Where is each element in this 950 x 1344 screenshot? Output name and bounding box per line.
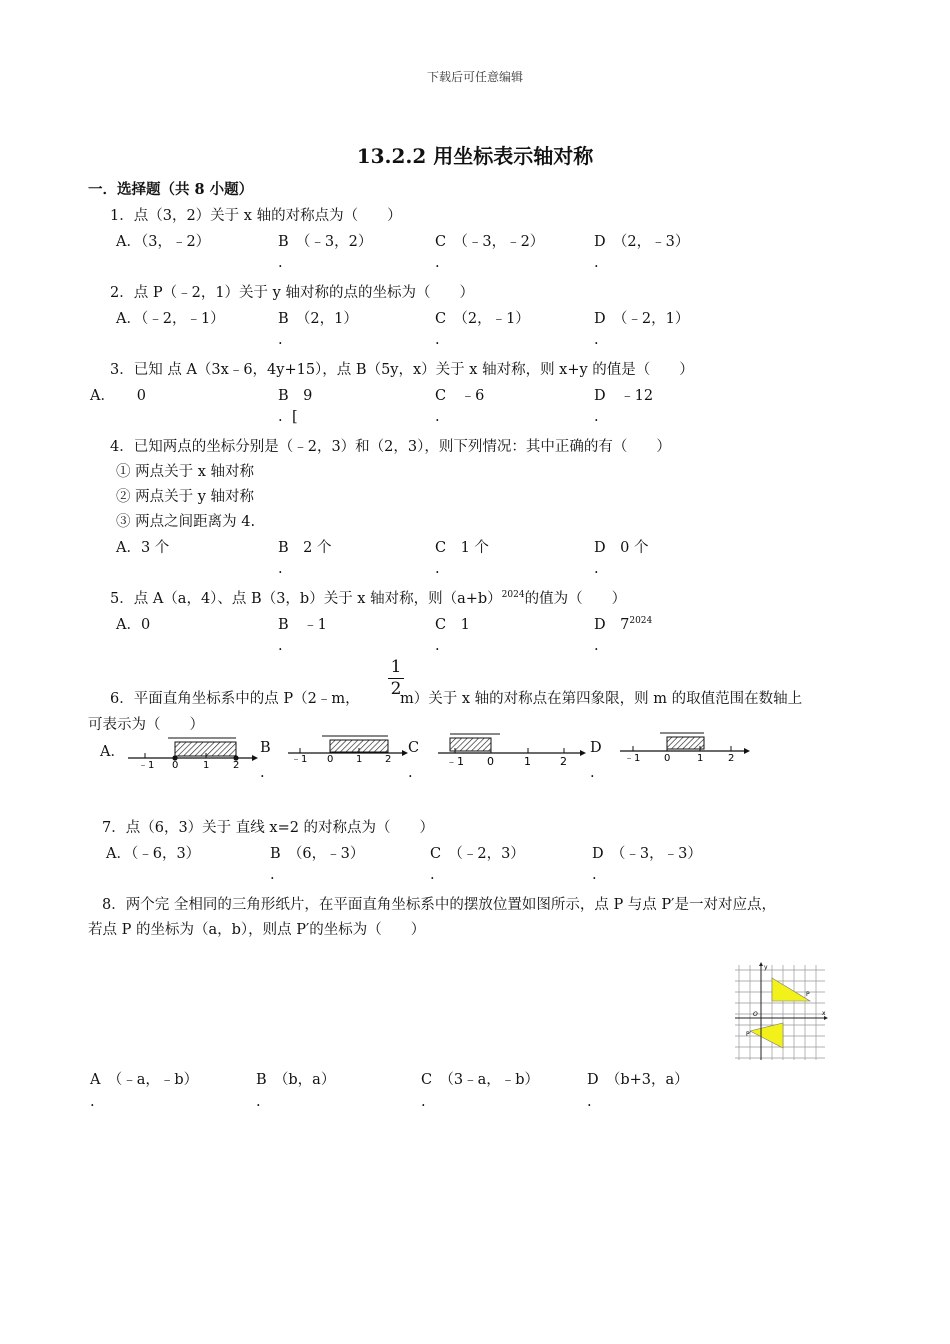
q4-item-3: ③ 两点之间距离为 4. — [116, 514, 256, 530]
q6-dot-c: . — [408, 765, 413, 781]
q1-dot-c: . — [435, 255, 440, 271]
line-c-tick-2: 2 — [560, 755, 567, 768]
number-line-b — [288, 736, 408, 765]
line-a-tick-neg1: ﹣1 — [138, 760, 155, 771]
q1-dot-d: . — [594, 255, 599, 271]
section-heading: 一．选择题（共 8 小题） — [88, 181, 254, 198]
q3-dot-b: . — [278, 409, 283, 425]
q5-option-b: B ﹣1 — [278, 617, 327, 633]
q8-stem-line1: 8．两个完 全相同的三角形纸片，在平面直角坐标系中的摆放位置如图所示，点 P 与点 P′是一对对应点， — [102, 897, 776, 913]
q7-dot-b: . — [270, 867, 275, 883]
q6-stem-line1-post: m）关于 x 轴的对称点在第四象限，则 m 的取值范围在数轴上 — [400, 691, 803, 707]
line-a-tick-0: 0 — [172, 760, 179, 771]
q5-option-d-base: D 7 — [594, 617, 630, 633]
q5-stem-exponent: 2024 — [501, 590, 525, 601]
q6-option-label-d: D — [590, 740, 602, 756]
q8-option-c: C （3﹣a，﹣b） — [421, 1072, 539, 1088]
q8-dot-c: . — [421, 1094, 426, 1110]
q2-option-a: A．（﹣2，﹣1） — [116, 311, 225, 327]
q8-dot-b: . — [256, 1094, 261, 1110]
q3-dot-d: . — [594, 409, 599, 425]
question-7-stem: 7．点（6，3）关于 直线 x=2 的对称点为（ ） — [102, 820, 435, 836]
q4-dot-d: . — [594, 561, 599, 577]
q8-dot-d: . — [587, 1094, 592, 1110]
q3-option-b: B 9 — [278, 388, 313, 404]
q4-option-a: A．3 个 — [116, 540, 170, 556]
q6-option-label-b: B — [260, 740, 271, 756]
q2-option-c: C （2，﹣1） — [435, 311, 530, 327]
q7-dot-c: . — [430, 867, 435, 883]
line-c-tick-1: 1 — [524, 755, 531, 768]
q5-dot-b: . — [278, 638, 283, 654]
q8-option-a: A （﹣a，﹣b） — [90, 1072, 199, 1088]
line-d-tick-1: 1 — [697, 753, 704, 764]
figure-p-label: P — [806, 991, 810, 998]
q6-option-label-c: C — [408, 740, 420, 756]
question-3-stem: 3．已知 点 A（3x﹣6，4y+15），点 B（5y，x）关于 x 轴对称，则 x+y 的值是（ ） — [110, 362, 694, 378]
figure-x-label: x — [822, 1010, 826, 1017]
q6-stem-line2: 可表示为（ ） — [88, 717, 204, 733]
line-b-tick-1: 1 — [356, 754, 363, 765]
q7-option-b: B （6，﹣3） — [270, 846, 365, 862]
q2-dot-c: . — [435, 332, 440, 348]
q4-option-b: B 2 个 — [278, 540, 332, 556]
lower-triangle — [750, 1023, 783, 1048]
question-2-stem: 2．点 P（﹣2，1）关于 y 轴对称的点的坐标为（ ） — [110, 285, 474, 301]
q2-dot-d: . — [594, 332, 599, 348]
q2-option-b: B （2，1） — [278, 311, 358, 327]
q6-fraction-denominator: 2 — [390, 679, 402, 699]
question-1-stem: 1．点（3，2）关于 x 轴的对称点为（ ） — [110, 208, 402, 224]
q3-option-d: D ﹣12 — [594, 388, 654, 404]
q4-dot-c: . — [435, 561, 440, 577]
q5-stem-pre: 5．点 A（a，4）、点 B（3，b）关于 x 轴对称，则（a+b） — [110, 591, 502, 607]
q8-option-d: D （b+3，a） — [587, 1072, 689, 1088]
figure-origin-label: O — [753, 1011, 758, 1018]
q4-item-2: ② 两点关于 y 轴对称 — [116, 489, 255, 505]
q5-option-d-exponent: 2024 — [629, 616, 653, 627]
question-4-stem: 4．已知两点的坐标分别是（﹣2，3）和（2，3），则下列情况：其中正确的有（ ） — [110, 439, 671, 455]
line-a-tick-2: 2 — [233, 760, 240, 771]
line-a-tick-1: 1 — [203, 760, 210, 771]
q6-dot-d: . — [590, 765, 595, 781]
q1-dot-b: . — [278, 255, 283, 271]
figure-y-label: y — [764, 964, 768, 971]
q1-option-b: B （﹣3，2） — [278, 234, 373, 250]
line-b-tick-0: 0 — [327, 754, 334, 765]
q5-stem-post: 的值为（ ） — [524, 591, 627, 607]
line-c-tick-0: 0 — [487, 755, 494, 768]
q6-stem-line1-pre: 6．平面直角坐标系中的点 P（2﹣m， — [110, 691, 360, 707]
document-title: 13.2.2 用坐标表示轴对称 — [356, 144, 594, 168]
number-line-a — [128, 738, 258, 771]
line-d-tick-neg1: ﹣1 — [624, 753, 641, 764]
number-line-c — [438, 734, 586, 768]
q2-dot-b: . — [278, 332, 283, 348]
q4-dot-b: . — [278, 561, 283, 577]
q3-bracket-mark: [ — [292, 409, 298, 425]
q7-option-a: A．（﹣6，3） — [106, 846, 201, 862]
q8-stem-line2: 若点 P 的坐标为（a，b），则点 P′的坐标为（ ） — [88, 922, 426, 938]
q2-option-d: D （﹣2，1） — [594, 311, 690, 327]
q4-item-1: ① 两点关于 x 轴对称 — [116, 464, 255, 480]
q1-option-a: A．（3，﹣2） — [116, 234, 211, 250]
q1-option-d: D （2，﹣3） — [594, 234, 690, 250]
figure-p-prime-label: P′ — [746, 1031, 751, 1038]
page-header: 下载后可任意编辑 — [426, 70, 523, 84]
q7-option-d: D （﹣3，﹣3） — [592, 846, 702, 862]
q8-dot-a: . — [90, 1094, 95, 1110]
q7-dot-d: . — [592, 867, 597, 883]
q5-option-c: C 1 — [435, 617, 470, 633]
q3-option-c: C ﹣6 — [435, 388, 485, 404]
q5-option-a: A．0 — [116, 617, 151, 633]
q4-option-d: D 0 个 — [594, 540, 649, 556]
q6-fraction-numerator: 1 — [390, 657, 402, 677]
line-c-tick-neg1: ﹣1 — [446, 755, 464, 768]
line-b-tick-2: 2 — [385, 754, 392, 765]
q8-option-b: B （b，a） — [256, 1072, 336, 1088]
q3-option-a: A． 0 — [90, 388, 146, 404]
q8-coordinate-figure — [730, 960, 830, 1064]
q4-option-c: C 1 个 — [435, 540, 489, 556]
q3-dot-c: . — [435, 409, 440, 425]
q1-option-c: C （﹣3，﹣2） — [435, 234, 545, 250]
q6-dot-b: . — [260, 765, 265, 781]
q7-option-c: C （﹣2，3） — [430, 846, 525, 862]
line-b-tick-neg1: ﹣1 — [291, 754, 308, 765]
number-line-d — [620, 733, 750, 764]
line-d-tick-0: 0 — [664, 753, 671, 764]
line-d-tick-2: 2 — [728, 753, 735, 764]
q5-dot-d: . — [594, 638, 599, 654]
q5-dot-c: . — [435, 638, 440, 654]
upper-triangle — [772, 978, 810, 1001]
q6-option-label-a: A． — [100, 744, 125, 760]
